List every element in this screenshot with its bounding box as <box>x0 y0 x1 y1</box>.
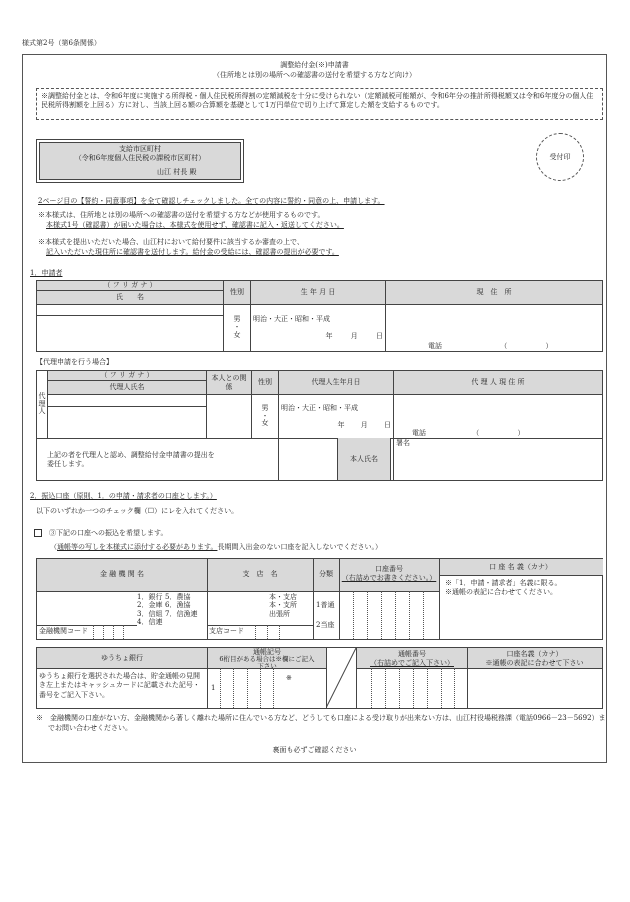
yucho-star: ※ <box>286 674 292 682</box>
acct-type-1: 1普通 <box>316 601 335 609</box>
applicant-table <box>36 280 603 352</box>
acct-no-sub: （右詰めでお書きください。） <box>341 574 437 582</box>
yucho-symbol-label: 通帳記号 <box>253 648 281 656</box>
proxy-gender-field[interactable]: 男 ・ 女 <box>252 395 279 439</box>
yucho-symbol-sub: 6桁目がある場合は※欄にご記入下さい <box>219 655 315 671</box>
yucho-label: ゆうちょ銀行 <box>101 654 143 662</box>
bank-code-label: 金融機関コード <box>39 627 88 635</box>
yucho-holder-label: 口座名義（カナ） <box>506 650 563 658</box>
addressee-box <box>36 139 244 183</box>
proxy-dob-field[interactable]: 明治・大正・昭和・平成 年 月 日 <box>279 395 394 439</box>
footer-text: 裏面も必ずご確認ください <box>272 746 357 754</box>
proxy-relation-label: 本人との関係 <box>207 371 252 395</box>
section2-instruction: 以下のいずれか一つのチェック欄（☐）にレを入れてください。 <box>36 507 239 515</box>
institution-kinds: 1．銀行 2．金庫 3．信組 4．信連 <box>137 593 163 627</box>
yucho-table <box>36 647 603 709</box>
institution-label: 金 融 機 関 名 <box>100 570 144 578</box>
footer-note: ※ 金融機関の口座がない方、金融機関から著しく離れた場所に住んでいる方など、どうしても口座による受け取りが出来ない方は、山江村役場税務課（電話0966－23－5692）までお問い合わせください。 <box>36 714 606 732</box>
form-subtitle: （住所地とは別の場所への確認書の送付を希望する方など向け） <box>213 71 416 79</box>
statement-usage-2: 本様式1号（確認書）が届いた場合は、本様式を使用せず、確認書に記入・返送してください。 <box>46 221 344 229</box>
proxy-dob-label: 代理人生年月日 <box>279 371 394 395</box>
yucho-separator <box>326 648 356 708</box>
signature-field[interactable]: 署名 <box>394 439 603 481</box>
applicant-furigana-label: （ フ リ ガ ナ ） <box>37 281 224 291</box>
applicant-gender-field[interactable]: 男 ・ 女 <box>224 305 251 352</box>
proxy-relation-field[interactable] <box>207 395 252 439</box>
applicant-address-field[interactable]: 電話 （ ） <box>386 305 603 352</box>
branch-kinds: 本・支店 本・支所 出張所 <box>269 593 297 618</box>
proxy-table <box>36 370 603 481</box>
addressee-mayor: 山江 村長 殿 <box>157 168 197 176</box>
form-title: 調整給付金(※)申請書 <box>280 61 349 69</box>
bank-table <box>36 558 603 640</box>
applicant-furigana-field[interactable] <box>37 305 224 316</box>
holder-label: 口 座 名 義（カナ） <box>489 563 552 571</box>
yucho-description: ゆうちょ銀行を選択された場合は、貯金通帳の見開き左上またはキャッシュカードに記載された記号・番号をご記入下さい。 <box>39 672 200 699</box>
form-number: 様式第2号（第6条関係） <box>22 39 101 47</box>
yucho-number-label: 通帳番号 <box>398 650 426 658</box>
branch-code-label: 支店コード <box>209 627 244 635</box>
statement-review: ※本様式を提出いただいた場合、山江村において給付要件に該当するか審査の上で、 <box>38 238 304 246</box>
proxy-name-field[interactable] <box>48 407 207 439</box>
delegation-text: 上記の者を代理人と認め、調整給付金申請書の提出を委任します。 <box>37 439 279 481</box>
bank-option[interactable]: ③下記の口座への振込を希望します。 <box>34 529 167 538</box>
holder-note-1: ※「1．申請・請求者」名義に限る。 <box>445 579 562 587</box>
addressee-line1: 支給市区町村 <box>119 145 161 153</box>
branch-label: 支 店 名 <box>242 570 278 578</box>
section1-heading: 1．申請者 <box>30 269 63 277</box>
proxy-address-label: 代 理 人 現 住 所 <box>394 371 603 395</box>
yucho-holder-sub: ※通帳の表記に合わせて下さい <box>485 659 584 667</box>
applicant-name-field[interactable] <box>37 316 224 352</box>
proxy-heading: 【代理申請を行う場合】 <box>36 358 113 366</box>
proxy-furigana-field[interactable] <box>48 395 207 407</box>
applicant-dob-label: 生 年 月 日 <box>251 281 386 305</box>
notice-box: ※調整給付金とは、令和6年度に実施する所得税・個人住民税所得割の定額減税を十分に受けられない（定額減税可能額が、令和6年分の推計所得税額又は令和6年度分の個人住民税所得割額を上回る）方に対し、当該上回る額の合算額を基礎として1万円単位で切り上げて算定した額を支給するものです。 <box>36 88 603 120</box>
principal-cell <box>279 439 394 481</box>
institution-kinds-2: 5．農協 6．漁協 7．信漁連 <box>165 593 198 618</box>
yucho-number-sub: （右詰めでご記入下さい） <box>370 659 454 667</box>
bank-option-checkbox[interactable] <box>34 529 42 537</box>
applicant-name-label: 氏 名 <box>37 291 224 305</box>
proxy-address-field[interactable]: 電話 （ ） <box>394 395 603 439</box>
proxy-side-label: 代理人 <box>37 371 48 439</box>
reception-stamp: 受付印 <box>536 133 584 181</box>
applicant-address-label: 現 住 所 <box>386 281 603 305</box>
applicant-dob-field[interactable]: 明治・大正・昭和・平成 年 月 日 <box>251 305 386 352</box>
holder-note-2: ※通帳の表記に合わせてください。 <box>445 588 557 596</box>
addressee-line2: （令和6年度個人住民税の課税市区町村） <box>74 154 206 162</box>
acct-type-2: 2当座 <box>316 621 335 629</box>
section2-note: （通帳等の写しを本様式に添付する必要があります。長期間入出金のない口座を記入しないでください。） <box>50 543 382 551</box>
section2-heading: 2．振込口座（原則、1．の申請・請求者の口座とします。） <box>30 492 217 500</box>
acct-no-label: 口座番号 <box>375 565 403 573</box>
applicant-gender-label: 性別 <box>224 281 251 305</box>
statement-review-2: 記入いただいた現住所に確認書を送付します。給付金の受給には、確認書の提出が必要です。 <box>46 248 339 256</box>
statement-consent: 2ページ目の【誓約・同意事項】を全て確認しチェックしました。全ての内容に誓約・同意の上、申請します。 <box>38 197 385 205</box>
proxy-name-label: 代理人氏名 <box>48 381 207 395</box>
proxy-gender-label: 性別 <box>252 371 279 395</box>
yucho-symbol-1: 1 <box>211 684 216 692</box>
proxy-furigana-label: （ フ リ ガ ナ ） <box>48 371 207 381</box>
type-label: 分類 <box>319 570 333 578</box>
principal-label: 本人氏名 <box>337 438 391 480</box>
statement-usage: ※本様式は、住所地とは別の場所への確認書の送付を希望する方などが使用するものです。 <box>38 211 325 219</box>
